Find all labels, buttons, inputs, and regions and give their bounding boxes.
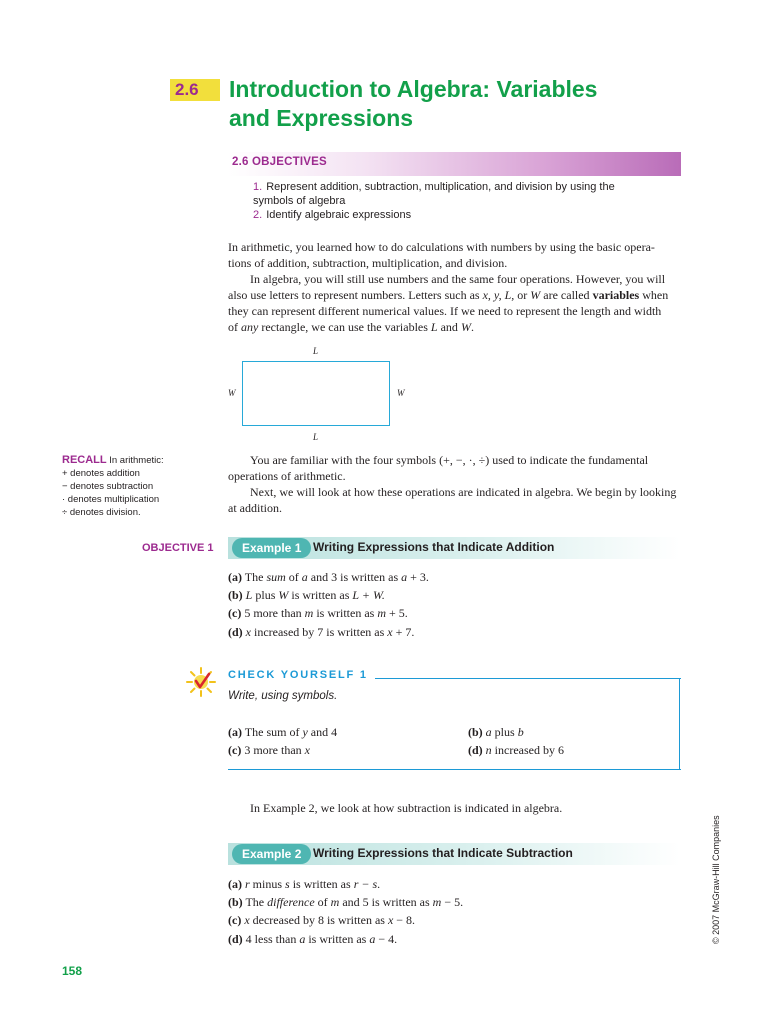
example-2-item-a: [228, 876, 380, 892]
variable-text: r: [245, 877, 250, 891]
variable-text: L: [245, 588, 253, 602]
item-label: (d): [228, 625, 243, 639]
variable-text: x, y, L,: [482, 288, 515, 302]
item-label: (b): [228, 588, 243, 602]
variable-text: L: [430, 320, 438, 334]
variable-text: W: [460, 320, 471, 334]
text-segment: 4 less than: [242, 932, 300, 946]
check-yourself-border-bottom: [228, 769, 681, 770]
example-1-item-c: [228, 605, 408, 621]
variable-text: a: [299, 932, 306, 946]
emphasis-text: difference: [267, 895, 315, 909]
emphasis-text: any: [241, 320, 259, 334]
item-label: (b): [228, 895, 243, 909]
text-line: In arithmetic, you learned how to do calculations with numbers by using the basic opera-: [228, 240, 655, 254]
variable-text: W: [530, 288, 541, 302]
variable-text: L: [352, 588, 359, 602]
variable-text: n: [485, 743, 492, 757]
text-segment: + 3.: [407, 570, 429, 584]
variable-text: a: [369, 932, 376, 946]
recall-intro: In arithmetic:: [106, 455, 164, 466]
title-line-2: and Expressions: [229, 105, 414, 131]
example-1-item-b: [228, 587, 385, 603]
example-1-item-a: [228, 569, 429, 585]
text-segment: 3 more than: [241, 743, 305, 757]
variable-text: x: [245, 625, 251, 639]
variable-text: m: [432, 895, 442, 909]
objective-item: [253, 208, 411, 222]
text-segment: plus: [491, 725, 518, 739]
recall-line: − denotes subtraction: [62, 481, 154, 492]
text-segment: rectangle, we can use the variables: [258, 320, 431, 334]
text-line: operations of arithmetic.: [228, 469, 346, 483]
objective-number: 1.: [253, 181, 263, 193]
text-segment: increased by 7 is written as: [251, 625, 388, 639]
example-2-item-b: [228, 894, 463, 910]
text-segment: and 3 is written as: [307, 570, 402, 584]
item-label: (a): [228, 725, 242, 739]
text-segment: when: [639, 288, 669, 302]
text-segment: − 5.: [441, 895, 464, 909]
intro-paragraph-2: [228, 271, 681, 335]
variable-text: W: [278, 588, 289, 602]
text-segment: and 4: [307, 725, 338, 739]
page-number: 158: [62, 964, 83, 978]
recall-line: · denotes multiplication: [62, 494, 160, 505]
rectangle-figure: [242, 361, 390, 426]
example-1-badge: Example 1: [232, 538, 311, 558]
rectangle-length-label-top: L: [313, 346, 319, 356]
example-2-badge: Example 2: [232, 844, 311, 864]
variable-text: a: [301, 570, 308, 584]
text-segment: and 5 is written as: [339, 895, 433, 909]
recall-line: + denotes addition: [62, 468, 140, 479]
check-yourself-border-right: [679, 678, 680, 770]
item-label: (d): [228, 932, 243, 946]
text-line: at addition.: [228, 501, 282, 515]
text-segment: plus: [252, 588, 279, 602]
text-line: You are familiar with the four symbols (+, −, ·, ÷) used to indicate the fundamental: [250, 453, 649, 467]
term-variables: variables: [592, 288, 640, 302]
example-1-item-d: [228, 624, 414, 640]
check-yourself-border-top: [375, 678, 681, 679]
variable-text: m: [304, 606, 314, 620]
recall-line: ÷ denotes division.: [62, 507, 141, 518]
variable-text: y: [302, 725, 308, 739]
text-segment: is written as: [288, 588, 353, 602]
text-line: Next, we will look at how these operations are indicated in algebra. We begin by looking: [250, 485, 677, 499]
variable-text: x: [304, 743, 310, 757]
text-segment: of: [314, 895, 331, 909]
objective-number: 2.: [253, 209, 263, 221]
item-label: (a): [228, 570, 242, 584]
check-yourself-heading: CHECK YOURSELF 1: [228, 669, 368, 681]
title-line-1: Introduction to Algebra: Variables: [229, 76, 598, 102]
text-segment: − 8.: [393, 913, 416, 927]
variable-text: m: [330, 895, 340, 909]
text-segment: also use letters to represent numbers. Letters such as: [228, 288, 483, 302]
rectangle-width-label-left: W: [228, 388, 236, 398]
text-line: In algebra, you will still use numbers and the same four operations. However, you will: [250, 272, 666, 286]
text-segment: .: [470, 320, 474, 334]
text-segment: is written as: [289, 877, 354, 891]
objective-1-label: OBJECTIVE 1: [142, 542, 214, 554]
text-segment: .: [377, 877, 381, 891]
check-yourself-item-d: [468, 742, 564, 758]
text-segment: − 4.: [375, 932, 398, 946]
text-segment: + W.: [358, 588, 385, 602]
text-segment: of: [228, 320, 241, 334]
transition-sentence: In Example 2, we look at how subtraction is indicated in algebra.: [250, 801, 563, 815]
variable-text: b: [517, 725, 524, 739]
text-segment: are called: [540, 288, 593, 302]
recall-keyword: RECALL: [62, 454, 107, 466]
check-mark-icon: [184, 665, 218, 699]
objective-text: Identify algebraic expressions: [266, 209, 412, 221]
symbols-paragraph-1: [228, 452, 681, 484]
variable-text: x: [387, 625, 393, 639]
example-2-item-d: [228, 931, 397, 947]
objective-item: [253, 180, 615, 208]
item-label: (d): [468, 743, 483, 757]
text-segment: decreased by 8 is written as: [249, 913, 388, 927]
symbols-paragraph-2: [228, 484, 681, 516]
copyright-notice: © 2007 McGraw-Hill Companies: [711, 815, 721, 944]
item-label: (c): [228, 743, 242, 757]
intro-paragraph-1: [228, 239, 681, 271]
variable-text: m: [377, 606, 386, 620]
objective-text-cont: symbols of algebra: [253, 195, 346, 207]
text-segment: is written as: [305, 932, 370, 946]
item-label: (c): [228, 913, 242, 927]
text-segment: of: [285, 570, 302, 584]
variable-text: a: [401, 570, 408, 584]
item-label: (b): [468, 725, 483, 739]
example-2-item-c: [228, 912, 415, 928]
variable-text: x: [387, 913, 394, 927]
text-segment: The: [242, 570, 267, 584]
check-yourself-item-a: [228, 724, 337, 740]
check-yourself-item-c: [228, 742, 310, 758]
section-number-badge: 2.6: [170, 79, 220, 101]
text-segment: The sum of: [242, 725, 303, 739]
objectives-heading: 2.6 OBJECTIVES: [232, 156, 327, 168]
item-label: (a): [228, 877, 242, 891]
text-segment: or: [514, 288, 531, 302]
item-label: (c): [228, 606, 242, 620]
text-segment: The: [242, 895, 268, 909]
recall-note: [62, 454, 187, 519]
text-segment: minus: [249, 877, 286, 891]
variable-text: r − s: [353, 877, 378, 891]
rectangle-width-label-right: W: [397, 388, 405, 398]
text-segment: increased by 6: [491, 743, 564, 757]
page-title: [229, 75, 699, 133]
variable-text: s: [285, 877, 290, 891]
emphasis-text: sum: [266, 570, 286, 584]
example-2-title: Writing Expressions that Indicate Subtraction: [313, 846, 573, 860]
text-segment: and: [437, 320, 461, 334]
check-yourself-instruction: Write, using symbols.: [228, 690, 338, 702]
text-line: tions of addition, subtraction, multiplication, and division.: [228, 256, 508, 270]
text-line: they can represent different numerical values. If we need to represent the length and width: [228, 304, 662, 318]
text-segment: 5 more than: [241, 606, 305, 620]
example-1-title: Writing Expressions that Indicate Addition: [313, 540, 555, 554]
text-segment: + 7.: [392, 625, 415, 639]
check-yourself-item-b: [468, 724, 524, 740]
variable-text: a: [485, 725, 492, 739]
text-segment: + 5.: [386, 606, 408, 620]
rectangle-length-label-bottom: L: [313, 432, 319, 442]
objective-text: Represent addition, subtraction, multiplication, and division by using the: [266, 181, 615, 193]
text-segment: is written as: [313, 606, 378, 620]
variable-text: x: [244, 913, 250, 927]
